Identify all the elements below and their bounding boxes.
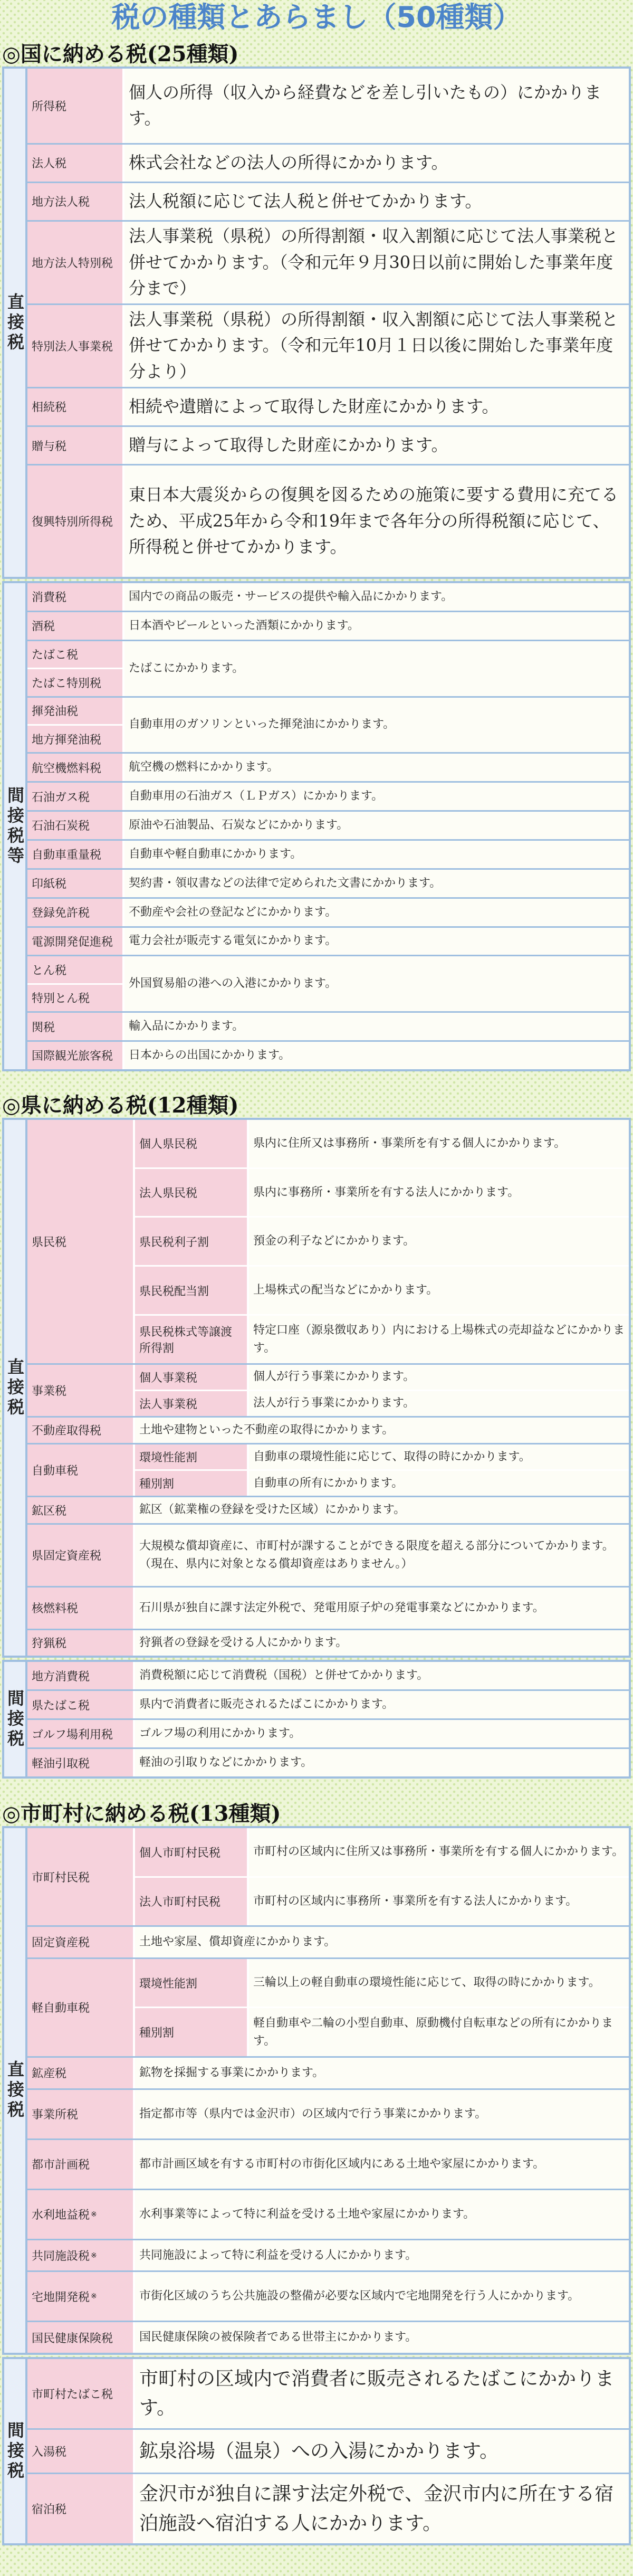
tax-name: 水利地益税 ※ bbox=[27, 2190, 133, 2239]
tax-description: 都市計画区域を有する市町村の市街化区域内にある土地や家屋にかかります。 bbox=[135, 2140, 629, 2189]
tax-name: とん税 bbox=[27, 956, 122, 983]
tax-name: 特別とん税 bbox=[27, 985, 122, 1011]
tax-row bbox=[27, 1691, 629, 1718]
tax-row bbox=[27, 899, 629, 926]
tax-row bbox=[27, 1959, 629, 2056]
tax-subgroup bbox=[135, 1959, 629, 2056]
tax-description: 電力会社が販売する電気にかかります。 bbox=[124, 928, 629, 955]
tax-name: ゴルフ場利用税 bbox=[27, 1720, 133, 1747]
tax-row bbox=[27, 612, 629, 640]
tax-name: 県民税 bbox=[27, 1120, 133, 1363]
sub-tax-name: 環境性能割 bbox=[135, 1444, 247, 1469]
tax-name: 事業税 bbox=[27, 1365, 133, 1416]
sub-tax-row bbox=[135, 1471, 629, 1496]
national-direct-rows bbox=[27, 69, 629, 577]
tax-name-group bbox=[27, 956, 122, 1011]
tax-name: 自動車税 bbox=[27, 1444, 133, 1496]
municipal-section-heading bbox=[0, 1798, 633, 1826]
sub-tax-name: 種別割 bbox=[135, 2008, 247, 2056]
tax-name: 鉱区税 bbox=[27, 1497, 133, 1523]
tax-name: 共同施設税 ※ bbox=[27, 2240, 133, 2271]
tax-name: 関税 bbox=[27, 1013, 122, 1040]
sub-tax-row bbox=[135, 1391, 629, 1416]
tax-row bbox=[27, 2140, 629, 2189]
tax-name: 固定資産税 bbox=[27, 1927, 133, 1957]
tax-description: 個人の所得（収入から経費などを差し引いたもの）にかかります。 bbox=[124, 69, 629, 143]
prefectural-indirect-block bbox=[2, 1660, 631, 1779]
sub-tax-name: 法人市町村民税 bbox=[135, 1878, 247, 1926]
tax-description: 三輪以上の軽自動車の環境性能に応じて、取得の時にかかります。 bbox=[249, 1959, 629, 2007]
note-mark: ※ bbox=[91, 2292, 97, 2301]
tax-row bbox=[27, 754, 629, 781]
page-title: 税の種類とあらまし（50種類） bbox=[111, 1, 522, 34]
tax-row bbox=[27, 1042, 629, 1069]
tax-row bbox=[27, 305, 629, 387]
tax-description: 共同施設によって特に利益を受ける人にかかります。 bbox=[135, 2240, 629, 2271]
tax-description: 鉱物を採掘する事業にかかります。 bbox=[135, 2058, 629, 2088]
tax-subgroup bbox=[135, 1120, 629, 1363]
sub-tax-row bbox=[135, 1267, 629, 1314]
tax-description: 大規模な償却資産に、市町村が課することができる限度を超える部分についてかかります。（現在、県内に対象となる償却資産はありません。） bbox=[135, 1525, 629, 1586]
tax-description: 鉱区（鉱業権の登録を受けた区域）にかかります。 bbox=[135, 1497, 629, 1523]
tax-row bbox=[27, 145, 629, 182]
tax-row bbox=[27, 1013, 629, 1040]
tax-row bbox=[27, 641, 629, 696]
tax-row bbox=[27, 2190, 629, 2239]
sub-tax-row bbox=[135, 1218, 629, 1265]
tax-name: 地方法人特別税 bbox=[27, 222, 122, 303]
tax-name: 県たばこ税 bbox=[27, 1691, 133, 1718]
municipal-direct-block bbox=[2, 1826, 631, 2355]
category-label: 間接税 bbox=[4, 1662, 25, 1776]
sub-tax-row bbox=[135, 1120, 629, 1167]
tax-description: 市町村の区域内に事務所・事業所を有する法人にかかります。 bbox=[249, 1878, 629, 1926]
sub-tax-row bbox=[135, 2008, 629, 2056]
tax-description: 県内で消費者に販売されるたばこにかかります。 bbox=[135, 1691, 629, 1718]
tax-row bbox=[27, 1497, 629, 1523]
tax-name: 所得税 bbox=[27, 69, 122, 143]
tax-name: 消費税 bbox=[27, 583, 122, 611]
national-heading-text: ◎国に納める税(25種類) bbox=[2, 41, 239, 66]
tax-name: 核燃料税 bbox=[27, 1588, 133, 1629]
tax-row bbox=[27, 1120, 629, 1363]
sub-tax-name: 環境性能割 bbox=[135, 1959, 247, 2007]
tax-description: 契約書・領収書などの法律で定められた文書にかかります。 bbox=[124, 870, 629, 897]
national-indirect-block bbox=[2, 581, 631, 1071]
tax-description: 原油や石油製品、石炭などにかかります。 bbox=[124, 812, 629, 839]
tax-name: 印紙税 bbox=[27, 870, 122, 897]
sub-tax-row bbox=[135, 1444, 629, 1469]
tax-row bbox=[27, 1927, 629, 1957]
tax-name: 石油ガス税 bbox=[27, 783, 122, 810]
tax-description: 石川県が独自に課す法定外税で、発電用原子炉の発電事業などにかかります。 bbox=[135, 1588, 629, 1629]
tax-row bbox=[27, 1588, 629, 1629]
national-section bbox=[2, 66, 631, 1071]
tax-description: 個人が行う事業にかかります。 bbox=[249, 1365, 629, 1390]
category-label: 直接税 bbox=[4, 1120, 25, 1656]
tax-description: 自動車や軽自動車にかかります。 bbox=[124, 841, 629, 868]
prefectural-heading-text: ◎県に納める税(12種類) bbox=[2, 1092, 239, 1118]
sub-tax-row bbox=[135, 1365, 629, 1390]
tax-description: ゴルフ場の利用にかかります。 bbox=[135, 1720, 629, 1747]
prefectural-direct-rows bbox=[27, 1120, 629, 1656]
tax-subgroup bbox=[135, 1365, 629, 1416]
tax-name: 宅地開発税 ※ bbox=[27, 2272, 133, 2321]
tax-name: 特別法人事業税 bbox=[27, 305, 122, 387]
tax-description: 法人税額に応じて法人税と併せてかかります。 bbox=[124, 183, 629, 220]
tax-name-group bbox=[27, 641, 122, 696]
sub-tax-name: 法人県民税 bbox=[135, 1169, 247, 1216]
sub-tax-row bbox=[135, 1169, 629, 1216]
tax-row bbox=[27, 1749, 629, 1776]
note-mark: ※ bbox=[91, 2210, 97, 2219]
sub-tax-name: 個人県民税 bbox=[135, 1120, 247, 1167]
tax-description: 水利事業等によって特に利益を受ける土地や家屋にかかります。 bbox=[135, 2190, 629, 2239]
tax-subgroup bbox=[135, 1444, 629, 1496]
tax-row bbox=[27, 841, 629, 868]
sub-tax-row bbox=[135, 1878, 629, 1926]
tax-description: 航空機の燃料にかかります。 bbox=[124, 754, 629, 781]
tax-name: 宿泊税 bbox=[27, 2474, 133, 2543]
category-label: 間接税等 bbox=[4, 583, 25, 1069]
tax-name: 国民健康保険税 bbox=[27, 2322, 133, 2353]
tax-description: 法人事業税（県税）の所得割額・収入割額に応じて法人事業税と併せてかかります。（令和元年10月１日以後に開始した事業年度分より） bbox=[124, 305, 629, 387]
tax-description: 預金の利子などにかかります。 bbox=[249, 1218, 629, 1265]
sub-tax-name: 県民税株式等譲渡所得割 bbox=[135, 1316, 247, 1363]
tax-row bbox=[27, 1365, 629, 1416]
sub-tax-name: 県民税配当割 bbox=[135, 1267, 247, 1314]
tax-description: 贈与によって取得した財産にかかります。 bbox=[124, 427, 629, 464]
tax-name: 入湯税 bbox=[27, 2430, 133, 2473]
tax-description: 上場株式の配当などにかかります。 bbox=[249, 1267, 629, 1314]
prefectural-section bbox=[2, 1118, 631, 1779]
tax-row bbox=[27, 2474, 629, 2543]
sub-tax-name: 個人市町村民税 bbox=[135, 1828, 247, 1876]
tax-description: 市街化区域のうち公共施設の整備が必要な区域内で宅地開発を行う人にかかります。 bbox=[135, 2272, 629, 2321]
note-mark: ※ bbox=[91, 2251, 97, 2260]
tax-name: 市町村民税 bbox=[27, 1828, 133, 1925]
tax-name: たばこ特別税 bbox=[27, 669, 122, 696]
tax-description: 軽油の引取りなどにかかります。 bbox=[135, 1749, 629, 1776]
tax-name: たばこ税 bbox=[27, 641, 122, 668]
municipal-indirect-block bbox=[2, 2357, 631, 2545]
national-direct-block bbox=[2, 66, 631, 579]
tax-description: 狩猟者の登録を受ける人にかかります。 bbox=[135, 1630, 629, 1656]
tax-description: 軽自動車や二輪の小型自動車、原動機付自転車などの所有にかかります。 bbox=[249, 2008, 629, 2056]
tax-description: 国内での商品の販売・サービスの提供や輸入品にかかります。 bbox=[124, 583, 629, 611]
tax-row bbox=[27, 1525, 629, 1586]
tax-description: たばこにかかります。 bbox=[124, 641, 629, 696]
tax-name: 市町村たばこ税 bbox=[27, 2359, 133, 2428]
sub-tax-row bbox=[135, 1828, 629, 1876]
tax-description: 国民健康保険の被保険者である世帯主にかかります。 bbox=[135, 2322, 629, 2353]
tax-description: 輸入品にかかります。 bbox=[124, 1013, 629, 1040]
tax-name: 贈与税 bbox=[27, 427, 122, 464]
tax-row bbox=[27, 812, 629, 839]
tax-description: 鉱泉浴場（温泉）への入湯にかかります。 bbox=[135, 2430, 629, 2473]
tax-description: 土地や建物といった不動産の取得にかかります。 bbox=[135, 1418, 629, 1443]
tax-row bbox=[27, 2272, 629, 2321]
tax-name: 航空機燃料税 bbox=[27, 754, 122, 781]
sub-tax-name: 県民税利子割 bbox=[135, 1218, 247, 1265]
tax-name: 軽自動車税 bbox=[27, 1959, 133, 2056]
national-section-heading bbox=[0, 38, 633, 66]
tax-name: 鉱産税 bbox=[27, 2058, 133, 2088]
tax-name: 狩猟税 bbox=[27, 1630, 133, 1656]
tax-description: 日本酒やビールといった酒類にかかります。 bbox=[124, 612, 629, 640]
municipal-section bbox=[2, 1826, 631, 2545]
tax-name: 法人税 bbox=[27, 145, 122, 182]
tax-row bbox=[27, 2359, 629, 2428]
tax-row bbox=[27, 2430, 629, 2473]
tax-row bbox=[27, 1720, 629, 1747]
tax-name: 登録免許税 bbox=[27, 899, 122, 926]
tax-row bbox=[27, 2322, 629, 2353]
tax-row bbox=[27, 427, 629, 464]
tax-description: 特定口座（源泉徴収あり）内における上場株式の売却益などにかかります。 bbox=[249, 1316, 629, 1363]
tax-name: 事業所税 bbox=[27, 2090, 133, 2138]
tax-description: 日本からの出国にかかります。 bbox=[124, 1042, 629, 1069]
tax-name: 酒税 bbox=[27, 612, 122, 640]
tax-row bbox=[27, 698, 629, 753]
municipal-indirect-rows bbox=[27, 2359, 629, 2543]
tax-row bbox=[27, 69, 629, 143]
national-indirect-rows bbox=[27, 583, 629, 1069]
tax-name: 県固定資産税 bbox=[27, 1525, 133, 1586]
tax-row bbox=[27, 465, 629, 577]
tax-description: 外国貿易船の港への入港にかかります。 bbox=[124, 956, 629, 1011]
tax-row bbox=[27, 1828, 629, 1925]
tax-description: 自動車の環境性能に応じて、取得の時にかかります。 bbox=[249, 1444, 629, 1469]
municipal-direct-rows bbox=[27, 1828, 629, 2353]
tax-name: 電源開発促進税 bbox=[27, 928, 122, 955]
sub-tax-name: 種別割 bbox=[135, 1471, 247, 1496]
tax-row bbox=[27, 222, 629, 303]
tax-row bbox=[27, 183, 629, 220]
prefectural-direct-block bbox=[2, 1118, 631, 1658]
tax-name-group bbox=[27, 698, 122, 753]
tax-name: 都市計画税 bbox=[27, 2140, 133, 2189]
tax-name: 地方揮発油税 bbox=[27, 726, 122, 752]
tax-description: 不動産や会社の登記などにかかります。 bbox=[124, 899, 629, 926]
tax-description: 株式会社などの法人の所得にかかります。 bbox=[124, 145, 629, 182]
tax-name: 軽油引取税 bbox=[27, 1749, 133, 1776]
tax-description: 自動車用の石油ガス（ＬＰガス）にかかります。 bbox=[124, 783, 629, 810]
tax-row bbox=[27, 2090, 629, 2138]
tax-name: 揮発油税 bbox=[27, 698, 122, 724]
tax-row bbox=[27, 783, 629, 810]
tax-description: 県内に住所又は事務所・事業所を有する個人にかかります。 bbox=[249, 1120, 629, 1167]
sub-tax-name: 法人事業税 bbox=[135, 1391, 247, 1416]
tax-description: 法人が行う事業にかかります。 bbox=[249, 1391, 629, 1416]
tax-description: 消費税額に応じて消費税（国税）と併せてかかります。 bbox=[135, 1662, 629, 1689]
tax-description: 市町村の区域内で消費者に販売されるたばこにかかります。 bbox=[135, 2359, 629, 2428]
prefectural-section-heading bbox=[0, 1089, 633, 1118]
tax-name: 自動車重量税 bbox=[27, 841, 122, 868]
tax-name: 相続税 bbox=[27, 388, 122, 425]
tax-row bbox=[27, 1630, 629, 1656]
municipal-heading-text: ◎市町村に納める税(13種類) bbox=[2, 1801, 281, 1826]
prefectural-indirect-rows bbox=[27, 1662, 629, 1776]
tax-row bbox=[27, 1662, 629, 1689]
tax-row bbox=[27, 928, 629, 955]
tax-row bbox=[27, 2058, 629, 2088]
tax-row bbox=[27, 870, 629, 897]
tax-description: 自動車の所有にかかります。 bbox=[249, 1471, 629, 1496]
tax-description: 県内に事務所・事業所を有する法人にかかります。 bbox=[249, 1169, 629, 1216]
tax-description: 市町村の区域内に住所又は事務所・事業所を有する個人にかかります。 bbox=[249, 1828, 629, 1876]
tax-description: 土地や家屋、償却資産にかかります。 bbox=[135, 1927, 629, 1957]
category-label: 直接税 bbox=[4, 1828, 25, 2353]
tax-description: 相続や遺贈によって取得した財産にかかります。 bbox=[124, 388, 629, 425]
tax-name: 復興特別所得税 bbox=[27, 465, 122, 577]
tax-description: 金沢市が独自に課す法定外税で、金沢市内に所在する宿泊施設へ宿泊する人にかかります。 bbox=[135, 2474, 629, 2543]
tax-row bbox=[27, 583, 629, 611]
tax-description: 法人事業税（県税）の所得割額・収入割額に応じて法人事業税と併せてかかります。（令和元年９月30日以前に開始した事業年度分まで） bbox=[124, 222, 629, 303]
tax-row bbox=[27, 1444, 629, 1496]
sub-tax-row bbox=[135, 1316, 629, 1363]
tax-name: 地方法人税 bbox=[27, 183, 122, 220]
tax-name: 国際観光旅客税 bbox=[27, 1042, 122, 1069]
sub-tax-row bbox=[135, 1959, 629, 2007]
tax-subgroup bbox=[135, 1828, 629, 1925]
sub-tax-name: 個人事業税 bbox=[135, 1365, 247, 1390]
tax-name: 地方消費税 bbox=[27, 1662, 133, 1689]
tax-row bbox=[27, 956, 629, 1011]
tax-row bbox=[27, 2240, 629, 2271]
category-label: 直接税 bbox=[4, 69, 25, 577]
tax-row bbox=[27, 388, 629, 425]
category-label: 間接税 bbox=[4, 2359, 25, 2543]
tax-row bbox=[27, 1418, 629, 1443]
tax-name: 不動産取得税 bbox=[27, 1418, 133, 1443]
tax-description: 自動車用のガソリンといった揮発油にかかります。 bbox=[124, 698, 629, 753]
tax-name: 石油石炭税 bbox=[27, 812, 122, 839]
tax-description: 東日本大震災からの復興を図るための施策に要する費用に充てるため、平成25年から令和19年まで各年分の所得税額に応じて、所得税と併せてかかります。 bbox=[124, 465, 629, 577]
tax-description: 指定都市等（県内では金沢市）の区域内で行う事業にかかります。 bbox=[135, 2090, 629, 2138]
